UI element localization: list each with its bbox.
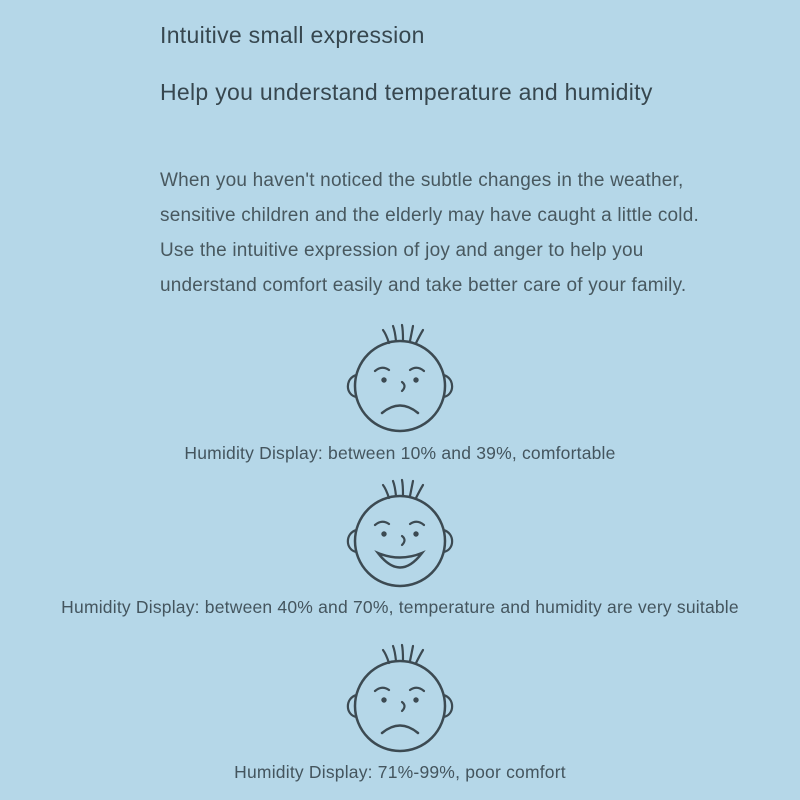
sad-face-icon [335,323,465,438]
humidity-caption: Humidity Display: between 10% and 39%, comfortable [184,443,616,463]
description-line: sensitive children and the elderly may have caught a little cold. [160,205,699,226]
page-subtitle: Help you understand temperature and humidity [160,79,653,105]
description-line: understand comfort easily and take better care of your family. [160,275,687,296]
page-title: Intuitive small expression [160,22,425,48]
sad-face-icon [335,643,465,758]
happy-face-icon [335,478,465,593]
description-paragraph [160,163,699,303]
description-line: When you haven't noticed the subtle changes in the weather, [160,170,684,191]
humidity-caption: Humidity Display: between 40% and 70%, temperature and humidity are very suitable [61,597,739,617]
description-line: Use the intuitive expression of joy and anger to help you [160,240,644,261]
humidity-caption: Humidity Display: 71%-99%, poor comfort [234,762,566,782]
